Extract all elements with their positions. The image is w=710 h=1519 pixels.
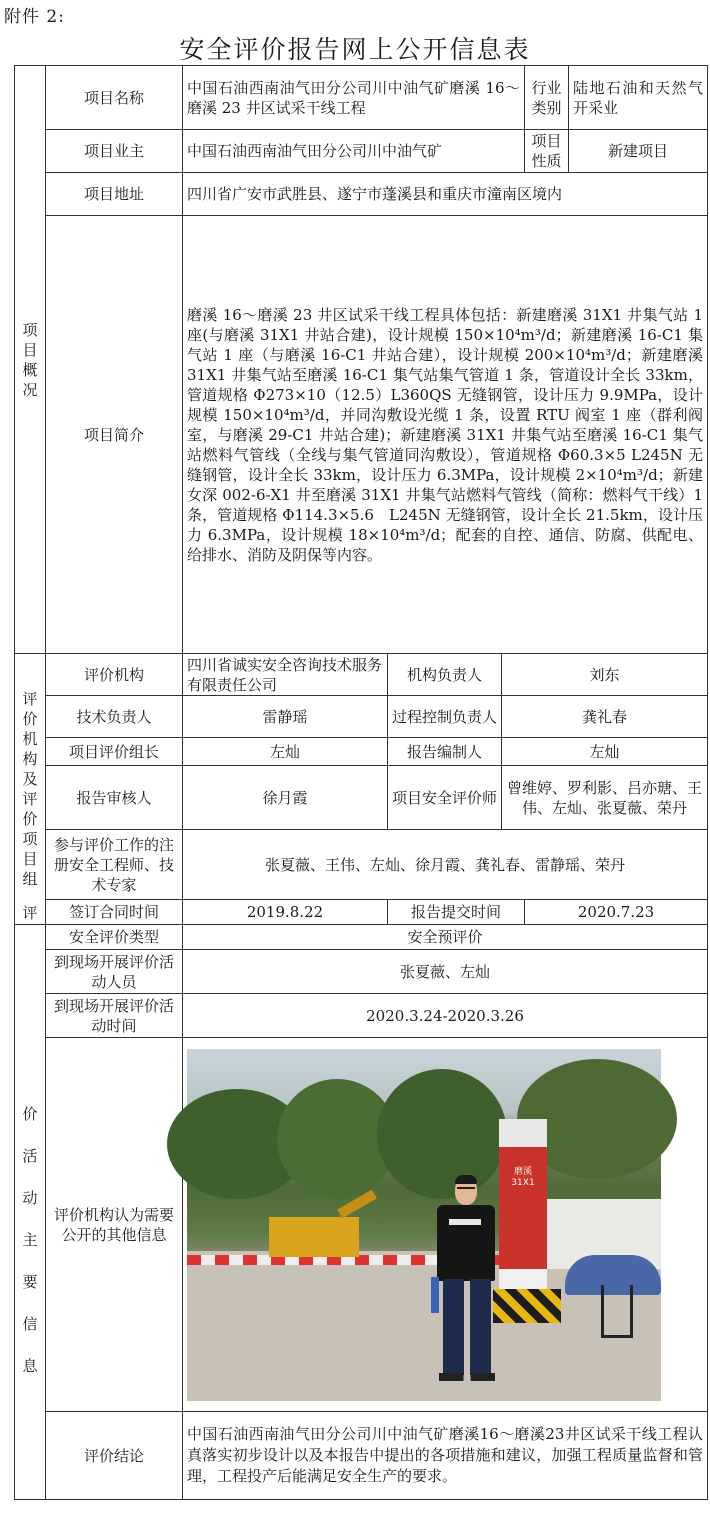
experts-label: 参与评价工作的注册安全工程师、技术专家 [46,830,183,900]
industry-label: 行业类别 [525,66,569,130]
report-writer-value: 左灿 [502,738,708,766]
project-nature-label: 项目性质 [525,130,569,173]
project-owner-label: 项目业主 [46,130,183,173]
project-address-value: 四川省广安市武胜县、遂宁市蓬溪县和重庆市潼南区境内 [183,173,708,216]
safety-assessors-label: 项目安全评价师 [388,766,502,830]
process-control-label: 过程控制负责人 [388,696,502,738]
agency-value: 四川省诚实安全咨询技术服务有限责任公司 [183,654,388,696]
station-sign-text: 磨溪31X1 [511,1166,535,1188]
other-info-label: 评价机构认为需要公开的其他信息 [46,1038,183,1412]
onsite-staff-label: 到现场开展评价活动人员 [46,950,183,994]
onsite-staff-value: 张夏薇、左灿 [183,950,708,994]
report-writer-label: 报告编制人 [388,738,502,766]
info-table [14,65,708,1500]
activity-section-label: 评 价活动主要信息 [15,925,46,1500]
evaluation-type-label: 安全评价类型 [46,925,183,950]
contract-date-value: 2019.8.22 [183,900,388,925]
page-title: 安全评价报告网上公开信息表 [179,35,531,64]
annex-label: 附件 2: [4,7,65,27]
project-intro-value: 磨溪 16～磨溪 23 井区试采干线工程具体包括：新建磨溪 31X1 井集气站 1 座(与磨溪 31X1 井站合建)，设计规模 150×10⁴m³/d；新建磨溪 16-C1 集气站 1 座（与磨溪 16-C1 井站合建），设计规模 200×10⁴m³/d；新建磨溪 31X1 井集气站至磨溪 16-C1 集气站集气管道 1 条，管道设计全长 33km，管道规格 Φ273×10（12.5）L360QS 无缝钢管，设计压力 9.9MPa，设计规模 150×10⁴m³/d，并同沟敷设光缆 1 条，设置 RTU 阀室 1 座（群利阀室，与磨溪 29-C1 井站合建)；新建磨溪 31X1 井集气站至磨溪 16-C1 集气站燃料气管线（全线与集气管道同沟敷设），管道规格 Φ60.3×5 L245N 无缝钢管，设计全长 33km，设计压力 6.3MPa，设计规模 2×10⁴m³/d；新建女深 002-6-X1 井至磨溪 31X1 井集气站燃料气管线（简称：燃料气干线）1 条，管道规格 Φ114.3×5.6 L245N 无缝钢管，设计全长 21.5km，设计压力 6.3MPa，设计规模 18×10⁴m³/d；配套的自控、通信、防腐、供配电、给排水、消防及阴保等内容。 [183,216,708,654]
contract-date-label: 签订合同时间 [46,900,183,925]
agency-label: 评价机构 [46,654,183,696]
tech-lead-value: 雷静瑶 [183,696,388,738]
agency-head-label: 机构负责人 [388,654,502,696]
process-control-value: 龚礼春 [502,696,708,738]
submit-date-label: 报告提交时间 [388,900,525,925]
project-owner-value: 中国石油西南油气田分公司川中油气矿 [183,130,525,173]
industry-value: 陆地石油和天然气开采业 [569,66,708,130]
safety-assessors-value: 曾维婷、罗利影、吕亦瑭、王伟、左灿、张夏薇、荣丹 [502,766,708,830]
report-reviewer-label: 报告审核人 [46,766,183,830]
project-intro-label: 项目简介 [46,216,183,654]
tech-lead-label: 技术负责人 [46,696,183,738]
excavator-graphic [269,1217,359,1257]
site-photo-cell [183,1038,708,1412]
project-nature-value: 新建项目 [569,130,708,173]
project-address-label: 项目地址 [46,173,183,216]
team-leader-value: 左灿 [183,738,388,766]
conclusion-label: 评价结论 [46,1412,183,1500]
onsite-time-label: 到现场开展评价活动时间 [46,994,183,1038]
agency-section-label: 评价机构及评价项目组 [15,654,46,925]
agency-head-value: 刘东 [502,654,708,696]
person-graphic [437,1205,495,1281]
report-reviewer-value: 徐月霞 [183,766,388,830]
overview-section-label: 项目概况 [15,66,46,654]
project-name-value: 中国石油西南油气田分公司川中油气矿磨溪 16～磨溪 23 井区试采干线工程 [183,66,525,130]
experts-value: 张夏薇、王伟、左灿、徐月霞、龚礼春、雷静瑶、荣丹 [183,830,708,900]
site-photo [187,1049,661,1401]
onsite-time-value: 2020.3.24-2020.3.26 [183,994,708,1038]
station-sign-graphic [499,1119,547,1309]
team-leader-label: 项目评价组长 [46,738,183,766]
submit-date-value: 2020.7.23 [525,900,708,925]
evaluation-type-value: 安全预评价 [183,925,708,950]
conclusion-value: 中国石油西南油气田分公司川中油气矿磨溪16～磨溪23井区试采干线工程认真落实初步设计以及本报告中提出的各项措施和建议，加强工程质量监督和管理，工程投产后能满足安全生产的要求。 [183,1412,708,1500]
project-name-label: 项目名称 [46,66,183,130]
